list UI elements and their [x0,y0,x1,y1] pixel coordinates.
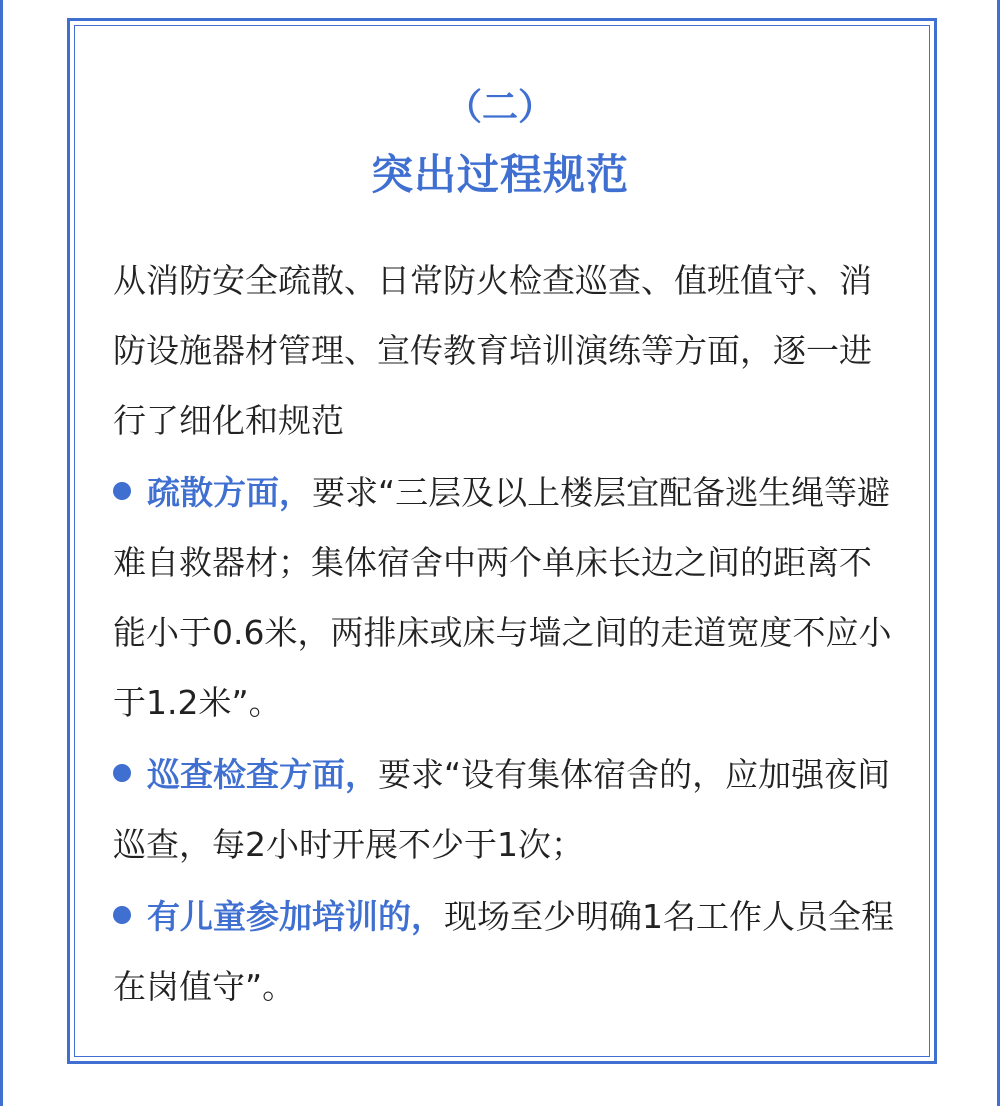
bullet-text: 要求“设有集体宿舍的，应加强夜间巡查，每2小时开展不少于1次； [113,755,891,864]
section-number: （二） [445,87,554,128]
content-body [113,246,903,1022]
bullet-item-children [113,882,903,1022]
bullet-dot-icon [113,764,131,782]
bullet-keyword: 有儿童参加培训的， [147,897,444,936]
bullet-item-evacuation [113,458,903,738]
bullet-dot-icon [113,482,131,500]
bullet-keyword: 疏散方面， [147,473,312,512]
bullet-text: 现场至少明确1名工作人员全程在岗值守”。 [113,897,894,1006]
intro-paragraph: 从消防安全疏散、日常防火检查巡查、值班值守、消防设施器材管理、宣传教育培训演练等方面，逐一进行了细化和规范 [113,261,872,440]
section-title: 突出过程规范 [370,150,629,199]
bullet-keyword: 巡查检查方面， [147,755,378,794]
bullet-dot-icon [113,906,131,924]
bullet-text: 要求“三层及以上楼层宜配备逃生绳等避难自救器材；集体宿舍中两个单床长边之间的距离不能小于0.6米，两排床或床与墙之间的走道宽度不应小于1.2米”。 [113,473,892,722]
bullet-item-inspection [113,740,903,880]
